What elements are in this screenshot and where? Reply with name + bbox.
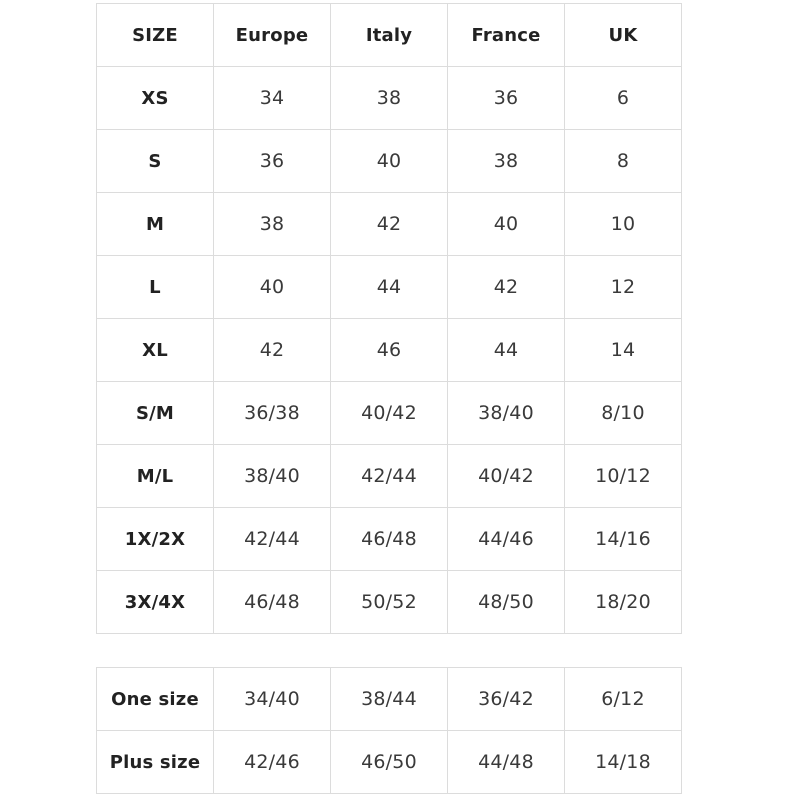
table-row <box>97 319 682 382</box>
table-cell: 40/42 <box>448 445 565 508</box>
size-label: Plus size <box>97 731 214 794</box>
table-cell: 34 <box>214 67 331 130</box>
table-cell: 44/46 <box>448 508 565 571</box>
table-cell: 46/48 <box>214 571 331 634</box>
table-cell: 38 <box>331 67 448 130</box>
size-label: M/L <box>97 445 214 508</box>
table-cell: 42/46 <box>214 731 331 794</box>
header-uk: UK <box>565 4 682 67</box>
one-size-plus-size-table <box>96 667 682 794</box>
table-row <box>97 67 682 130</box>
table-row <box>97 668 682 731</box>
table-cell: 14 <box>565 319 682 382</box>
table-cell: 36/42 <box>448 668 565 731</box>
table-cell: 38/44 <box>331 668 448 731</box>
table-cell: 46/48 <box>331 508 448 571</box>
table-cell: 40 <box>448 193 565 256</box>
table-cell: 6 <box>565 67 682 130</box>
table-row <box>97 445 682 508</box>
table-row <box>97 382 682 445</box>
table-cell: 10 <box>565 193 682 256</box>
table-header-row <box>97 4 682 67</box>
table-cell: 42 <box>214 319 331 382</box>
table-cell: 46/50 <box>331 731 448 794</box>
table-cell: 44 <box>448 319 565 382</box>
size-conversion-table <box>96 3 682 634</box>
size-label: L <box>97 256 214 319</box>
header-size: SIZE <box>97 4 214 67</box>
table-cell: 38 <box>214 193 331 256</box>
table-row <box>97 508 682 571</box>
size-label: One size <box>97 668 214 731</box>
table-cell: 38/40 <box>448 382 565 445</box>
table-cell: 50/52 <box>331 571 448 634</box>
table-row <box>97 193 682 256</box>
table-cell: 36 <box>448 67 565 130</box>
table-cell: 44/48 <box>448 731 565 794</box>
table-cell: 40/42 <box>331 382 448 445</box>
header-france: France <box>448 4 565 67</box>
table-cell: 40 <box>214 256 331 319</box>
table-cell: 8 <box>565 130 682 193</box>
table-cell: 38 <box>448 130 565 193</box>
table-cell: 40 <box>331 130 448 193</box>
table-row <box>97 130 682 193</box>
size-label: S/M <box>97 382 214 445</box>
table-row <box>97 571 682 634</box>
table-cell: 12 <box>565 256 682 319</box>
table-cell: 18/20 <box>565 571 682 634</box>
table-row <box>97 256 682 319</box>
size-label: XL <box>97 319 214 382</box>
table-cell: 46 <box>331 319 448 382</box>
table-cell: 42/44 <box>331 445 448 508</box>
table-cell: 42 <box>448 256 565 319</box>
table-cell: 14/16 <box>565 508 682 571</box>
header-europe: Europe <box>214 4 331 67</box>
table-row <box>97 731 682 794</box>
table-cell: 44 <box>331 256 448 319</box>
table-cell: 14/18 <box>565 731 682 794</box>
size-label: 3X/4X <box>97 571 214 634</box>
table-cell: 36/38 <box>214 382 331 445</box>
table-cell: 42/44 <box>214 508 331 571</box>
table-cell: 8/10 <box>565 382 682 445</box>
table-cell: 48/50 <box>448 571 565 634</box>
table-cell: 36 <box>214 130 331 193</box>
table-cell: 34/40 <box>214 668 331 731</box>
header-italy: Italy <box>331 4 448 67</box>
table-cell: 42 <box>331 193 448 256</box>
table-cell: 10/12 <box>565 445 682 508</box>
table-cell: 38/40 <box>214 445 331 508</box>
table-cell: 6/12 <box>565 668 682 731</box>
size-label: S <box>97 130 214 193</box>
size-label: M <box>97 193 214 256</box>
size-label: 1X/2X <box>97 508 214 571</box>
size-label: XS <box>97 67 214 130</box>
